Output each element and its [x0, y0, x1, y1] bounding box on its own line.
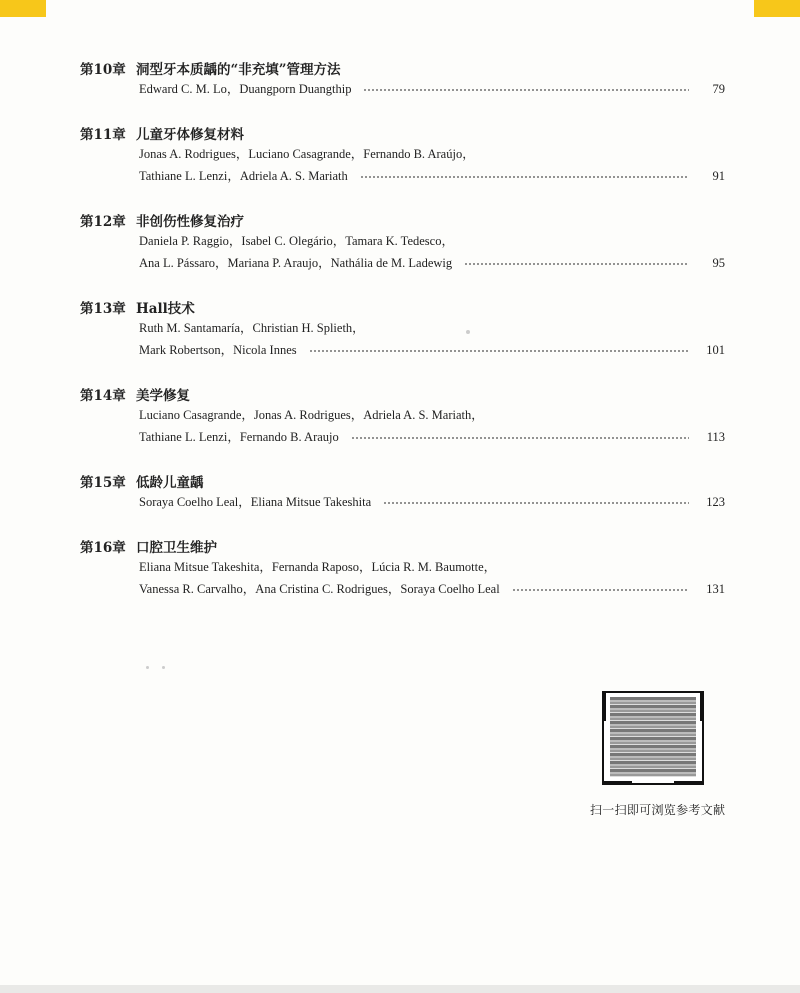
page-number: 79	[712, 82, 725, 96]
chapter-title: 低龄儿童龋	[136, 475, 204, 491]
dot-leader	[464, 263, 689, 265]
page-number: 101	[706, 343, 725, 357]
speck	[466, 330, 470, 334]
chapter-authors: Ana L. Pássaro，Mariana P. Araujo，Nathália de M. Ladewig	[139, 256, 453, 270]
toc-entry-chapter-12	[80, 210, 725, 274]
qr-corner	[700, 691, 704, 721]
toc-entry-chapter-15	[80, 471, 725, 513]
chapter-number: 第15章	[80, 475, 126, 491]
page-number: 113	[706, 430, 725, 444]
chapter-authors: Daniela P. Raggio，Isabel C. Olegário，Tamara K. Tedesco，	[139, 234, 454, 248]
qr-code[interactable]	[602, 691, 704, 785]
toc-entry-chapter-16	[80, 536, 725, 600]
page-number: 131	[706, 582, 725, 596]
yellow-tab-left	[0, 0, 46, 17]
qr-corner	[674, 781, 704, 785]
page-number: 123	[706, 495, 725, 509]
page-number: 95	[712, 256, 725, 270]
chapter-number: 第11章	[80, 127, 126, 143]
dot-leader	[383, 502, 689, 504]
chapter-authors: Luciano Casagrande，Jonas A. Rodrigues，Adriela A. S. Mariath，	[139, 408, 484, 422]
toc-entry-chapter-13	[80, 297, 725, 361]
chapter-title: 美学修复	[136, 388, 190, 404]
chapter-title: Hall技术	[136, 301, 195, 317]
chapter-number: 第10章	[80, 62, 126, 78]
chapter-title: 儿童牙体修复材料	[136, 127, 244, 143]
page-number: 91	[712, 169, 725, 183]
chapter-authors: Eliana Mitsue Takeshita，Fernanda Raposo，Lúcia R. M. Baumotte，	[139, 560, 497, 574]
chapter-authors: Ruth M. Santamaría，Christian H. Splieth，	[139, 321, 365, 335]
chapter-authors: Edward C. M. Lo，Duangporn Duangthip	[139, 82, 352, 96]
qr-caption: 扫一扫即可浏览参考文献	[590, 803, 726, 817]
dot-leader	[512, 589, 689, 591]
chapter-number: 第13章	[80, 301, 126, 317]
dot-leader	[351, 437, 689, 439]
speck	[162, 666, 165, 669]
chapter-authors: Mark Robertson，Nicola Innes	[139, 343, 297, 357]
chapter-number: 第16章	[80, 540, 126, 556]
speck	[146, 666, 149, 669]
toc-entry-chapter-11	[80, 123, 725, 187]
yellow-tab-right	[754, 0, 800, 17]
chapter-authors: Tathiane L. Lenzi，Fernando B. Araujo	[139, 430, 339, 444]
chapter-title: 非创伤性修复治疗	[136, 214, 244, 230]
page-bottom-edge	[0, 985, 800, 993]
toc-entry-chapter-14	[80, 384, 725, 448]
chapter-authors: Tathiane L. Lenzi，Adriela A. S. Mariath	[139, 169, 348, 183]
qr-corner	[602, 781, 632, 785]
dot-leader	[363, 89, 689, 91]
chapter-number: 第12章	[80, 214, 126, 230]
chapter-title: 洞型牙本质龋的“非充填”管理方法	[136, 62, 341, 78]
chapter-authors: Jonas A. Rodrigues，Luciano Casagrande，Fernando B. Araújo，	[139, 147, 475, 161]
chapter-authors: Vanessa R. Carvalho，Ana Cristina C. Rodrigues，Soraya Coelho Leal	[139, 582, 500, 596]
dot-leader	[309, 350, 689, 352]
chapter-title: 口腔卫生维护	[136, 540, 217, 556]
dot-leader	[360, 176, 689, 178]
toc-entry-chapter-10	[80, 58, 725, 100]
qr-corner	[602, 691, 606, 721]
chapter-authors: Soraya Coelho Leal，Eliana Mitsue Takeshita	[139, 495, 372, 509]
qr-code-pattern	[610, 697, 696, 777]
chapter-number: 第14章	[80, 388, 126, 404]
